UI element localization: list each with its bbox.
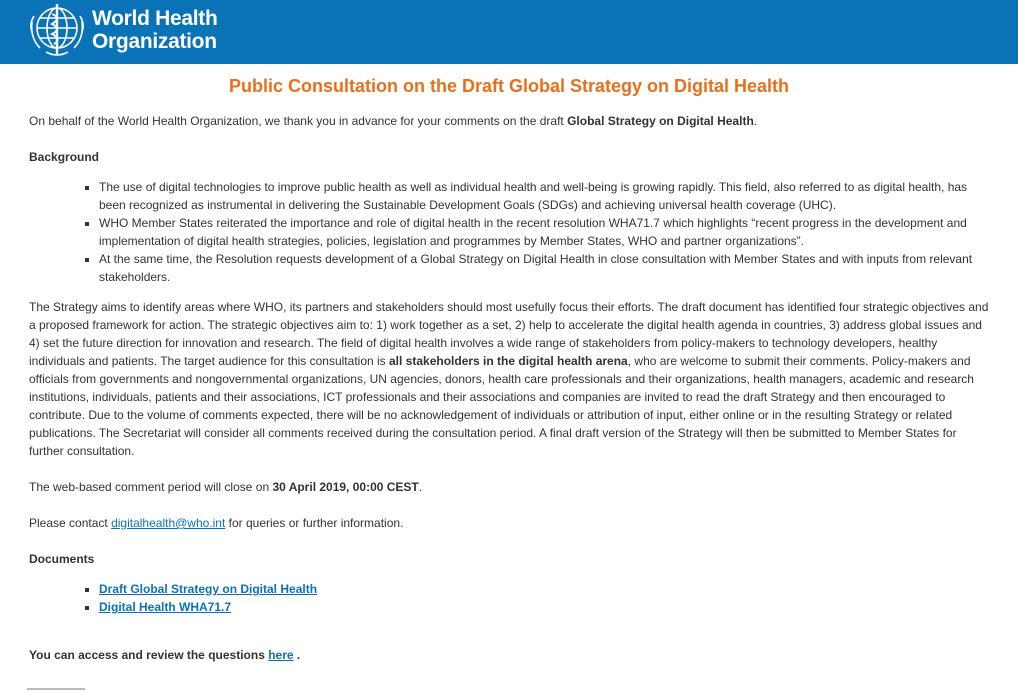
document-link-wha71-7[interactable]: Digital Health WHA71.7: [99, 600, 232, 614]
strategy-text-1: The Strategy aims to identify areas where WHO, its partners and stakeholders should most usefully focus their efforts. The draft document has identified four strategic objectives and a proposed framework for action. The strategic objectives aim to: 1) work together as a set, 2) help to accelerate the digital health agenda in countries, 3) address global issues and 4) set the future direction for innovation and research. The field of digital health involves a wide range of stakeholders from policy-makers to technology developers, healthy individuals and patients. The target audience for this consultation is: [29, 300, 989, 368]
document-link-draft-strategy[interactable]: Draft Global Strategy on Digital Health: [99, 582, 318, 596]
close-text: The web-based comment period will close on: [29, 480, 273, 494]
logo-line2: Organization: [92, 30, 217, 53]
access-questions-paragraph: [29, 646, 989, 664]
who-emblem-icon: [26, 2, 88, 58]
contact-text: Please contact: [29, 516, 112, 530]
background-heading: Background: [29, 150, 100, 164]
document-item: [99, 580, 989, 598]
page-title: Public Consultation on the Draft Global Strategy on Digital Health: [228, 76, 790, 96]
strategy-paragraph: [29, 298, 989, 460]
contact-paragraph: [29, 514, 989, 532]
intro-text: On behalf of the World Health Organization, we thank you in advance for your comments on the draft: [29, 114, 568, 128]
questions-here-link[interactable]: here: [268, 648, 294, 662]
document-item: [99, 598, 989, 616]
contact-end: for queries or further information.: [225, 516, 404, 530]
logo-wordmark: [92, 7, 218, 53]
site-header: [0, 0, 1018, 64]
main-content: [0, 74, 1018, 664]
access-end: .: [293, 648, 301, 662]
contact-email-link[interactable]: digitalhealth@who.int: [111, 516, 226, 530]
close-date: 30 April 2019, 00:00 CEST: [272, 480, 419, 494]
strategy-text-2: , who are welcome to submit their comments. Policy-makers and officials from governments and nongovernmental organizations, UN agencies, donors, health care professionals and their organizations, health managers, academic and research institutions, individuals, patients and their associations, ICT professionals and their associations and companies are invited to read the draft Strategy and then encouraged to contribute. Due to the volume of comments expected, there will be no acknowledgement of individuals or attribution of input, either online or in the resulting Strategy or related publications. The Secretariat will consider all comments received during the consultation period. A final draft version of the Strategy will then be submitted to Member States for further consultation.: [29, 354, 974, 458]
who-logo[interactable]: [26, 2, 218, 58]
documents-heading: Documents: [29, 552, 95, 566]
logo-line1: World Health: [92, 7, 218, 30]
strategy-bold: all stakeholders in the digital health arena: [389, 354, 628, 368]
background-bullet: ▪ The use of digital technologies to improve public health as well as individual health and well-being is growing rapidly. This field, also referred to as digital health, has been recognized as instrumental in delivering the Sustainable Development Goals (SDGs) and achieving universal health coverage (UHC).: [99, 178, 989, 214]
documents-list: [29, 580, 989, 616]
background-bullet: ▪ At the same time, the Resolution requests development of a Global Strategy on Digital Health in close consultation with Member States and with inputs from relevant stakeholders.: [99, 250, 989, 286]
intro-paragraph: [29, 112, 989, 130]
intro-bold: Global Strategy on Digital Health: [567, 114, 754, 128]
close-date-paragraph: [29, 478, 989, 496]
background-bullet: ▪ WHO Member States reiterated the importance and role of digital health in the recent resolution WHA71.7 which highlights “recent progress in the development and implementation of digital health strategies, policies, legislation and programmes by Member States, WHO and partner organizations”.: [99, 214, 989, 250]
bottom-divider: [27, 688, 85, 690]
background-list: [29, 178, 989, 286]
close-end: .: [418, 480, 423, 494]
intro-end: .: [753, 114, 758, 128]
access-text: You can access and review the questions: [29, 648, 269, 662]
